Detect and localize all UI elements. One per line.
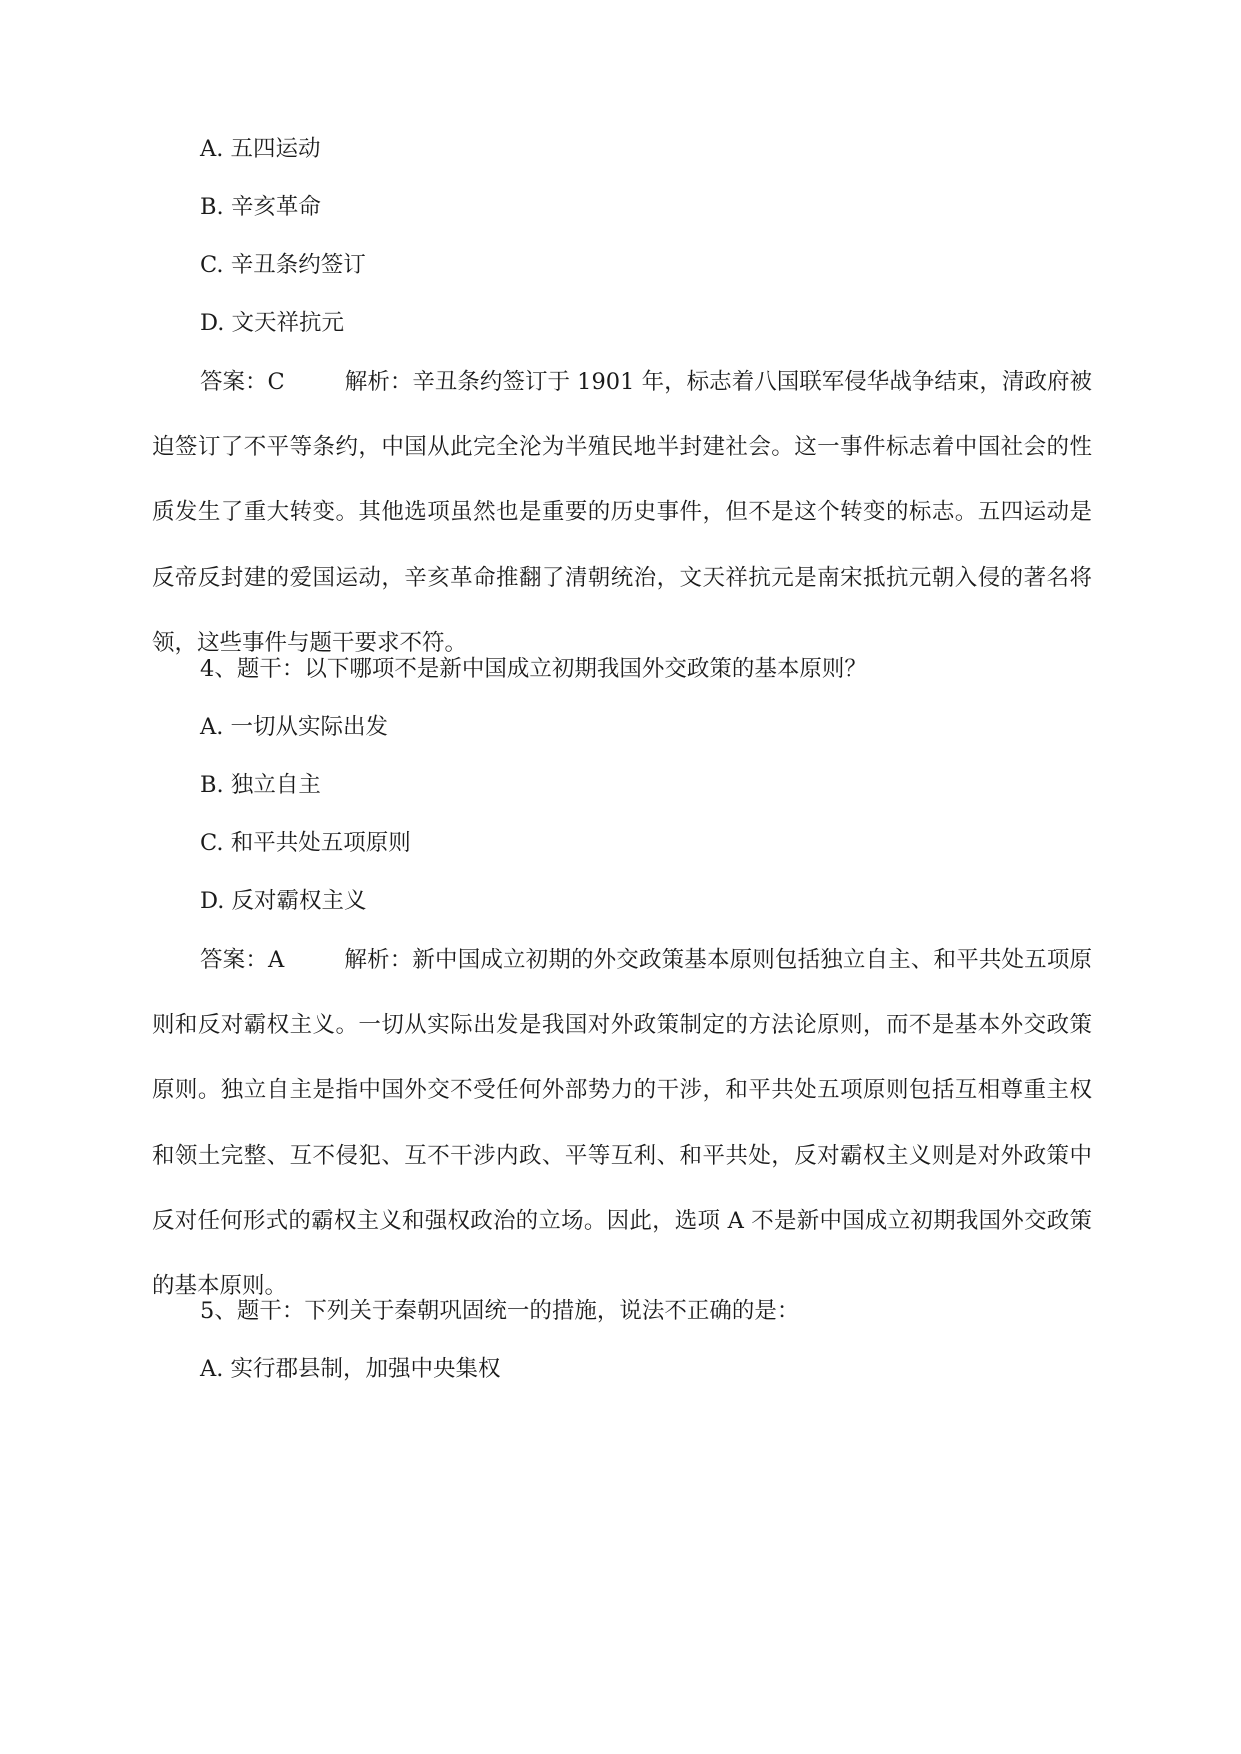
q3-analysis: 解析：辛丑条约签订于 1901 年，标志着八国联军侵华战争结束，清政府被迫签订了不平等条约，中国从此完全沦为半殖民地半封建社会。这一事件标志着中国社会的性质发生了重大转变。其他选项虽然也是重要的历史事件，但不是这个转变的标志。五四运动是反帝反封建的爱国运动，辛亥革命推翻了清朝统治，文天祥抗元是南宋抵抗元朝入侵的著名将领，这些事件与题干要求不符。	[152, 369, 1092, 656]
q3-option-d: D. 文天祥抗元	[200, 310, 345, 336]
q4-answer-label: 答案：A	[200, 947, 285, 973]
q4-analysis: 解析：新中国成立初期的外交政策基本原则包括独立自主、和平共处五项原则和反对霸权主义。一切从实际出发是我国对外政策制定的方法论原则，而不是基本外交政策原则。独立自主是指中国外交不受任何外部势力的干涉，和平共处五项原则包括互相尊重主权和领土完整、互不侵犯、互不干涉内政、平等互利、和平共处，反对霸权主义则是对外政策中反对任何形式的霸权主义和强权政治的立场。因此，选项 A 不是新中国成立初期我国外交政策的基本原则。	[152, 947, 1092, 1300]
q4-stem: 4、题干：以下哪项不是新中国成立初期我国外交政策的基本原则？	[200, 656, 867, 682]
q5-option-a: A. 实行郡县制，加强中央集权	[200, 1356, 501, 1382]
q3-option-c: C. 辛丑条约签订	[200, 252, 366, 278]
q3-answer-label: 答案：C	[200, 369, 285, 395]
q3-answer-paragraph	[152, 350, 1092, 676]
q5-stem: 5、题干：下列关于秦朝巩固统一的措施，说法不正确的是：	[200, 1298, 800, 1324]
q4-answer-paragraph	[152, 928, 1092, 1319]
q4-option-d: D. 反对霸权主义	[200, 888, 367, 914]
q4-option-c: C. 和平共处五项原则	[200, 830, 411, 856]
q4-option-b: B. 独立自主	[200, 772, 321, 798]
q3-option-b: B. 辛亥革命	[200, 194, 321, 220]
q3-option-a: A. 五四运动	[200, 136, 321, 162]
q4-option-a: A. 一切从实际出发	[200, 714, 389, 740]
